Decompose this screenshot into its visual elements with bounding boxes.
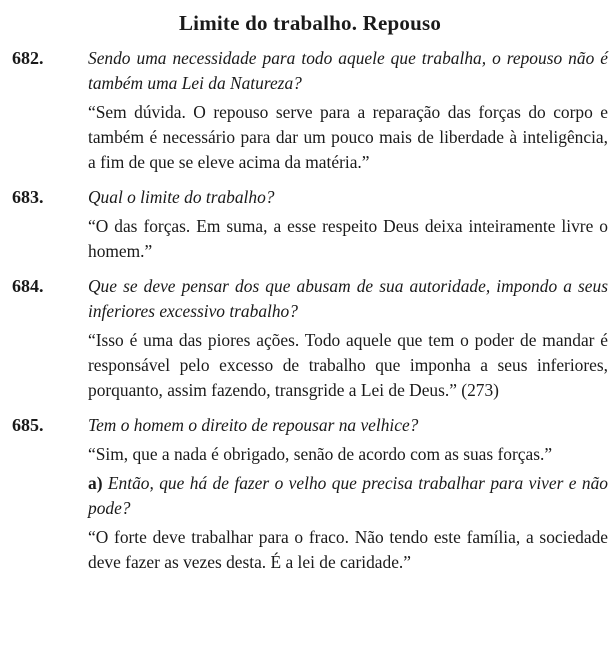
entry-number: 684. xyxy=(12,276,44,296)
sub-question-text: Então, que há de fazer o velho que precisa trabalhar para viver e não pode? xyxy=(88,473,608,518)
entry-683 xyxy=(12,185,608,264)
entry-question: Que se deve pensar dos que abusam de sua autoridade, impondo a seus inferiores excessivo trabalho? xyxy=(88,276,608,321)
entry-answer: “Isso é uma das piores ações. Todo aquele que tem o poder de mandar é responsável pelo excesso de trabalho que imponha a seus inferiores, porquanto, assim fazendo, transgride a Lei de Deus.” (273) xyxy=(88,330,608,400)
entry-answer: “Sim, que a nada é obrigado, senão de acordo com as suas forças.” xyxy=(88,444,553,464)
entry-number: 685. xyxy=(12,415,44,435)
entry-question: Sendo uma necessidade para todo aquele que trabalha, o repouso não é também uma Lei da Natureza? xyxy=(88,48,608,93)
entry-body xyxy=(88,46,608,175)
entry-body xyxy=(88,185,608,264)
entry-number: 683. xyxy=(12,187,44,207)
entry-body xyxy=(88,413,608,575)
sub-answer: “O forte deve trabalhar para o fraco. Não tendo este família, a sociedade deve fazer as vezes desta. É a lei de caridade.” xyxy=(88,527,608,572)
entry-682 xyxy=(12,46,608,175)
sub-question-marker: a) xyxy=(88,473,103,493)
entry-answer: “Sem dúvida. O repouso serve para a reparação das forças do corpo e também é necessário para dar um pouco mais de liberdade à inteligência, a fim de que se eleve acima da matéria.” xyxy=(88,102,608,172)
entry-685 xyxy=(12,413,608,575)
entry-answer: “O das forças. Em suma, a esse respeito Deus deixa inteiramente livre o homem.” xyxy=(88,216,608,261)
entry-684 xyxy=(12,274,608,403)
section-title: Limite do trabalho. Repouso xyxy=(178,11,442,35)
entry-body xyxy=(88,274,608,403)
entry-question: Tem o homem o direito de repousar na velhice? xyxy=(88,415,419,435)
entry-number: 682. xyxy=(12,48,44,68)
sub-question xyxy=(88,471,608,521)
entry-question: Qual o limite do trabalho? xyxy=(88,187,275,207)
